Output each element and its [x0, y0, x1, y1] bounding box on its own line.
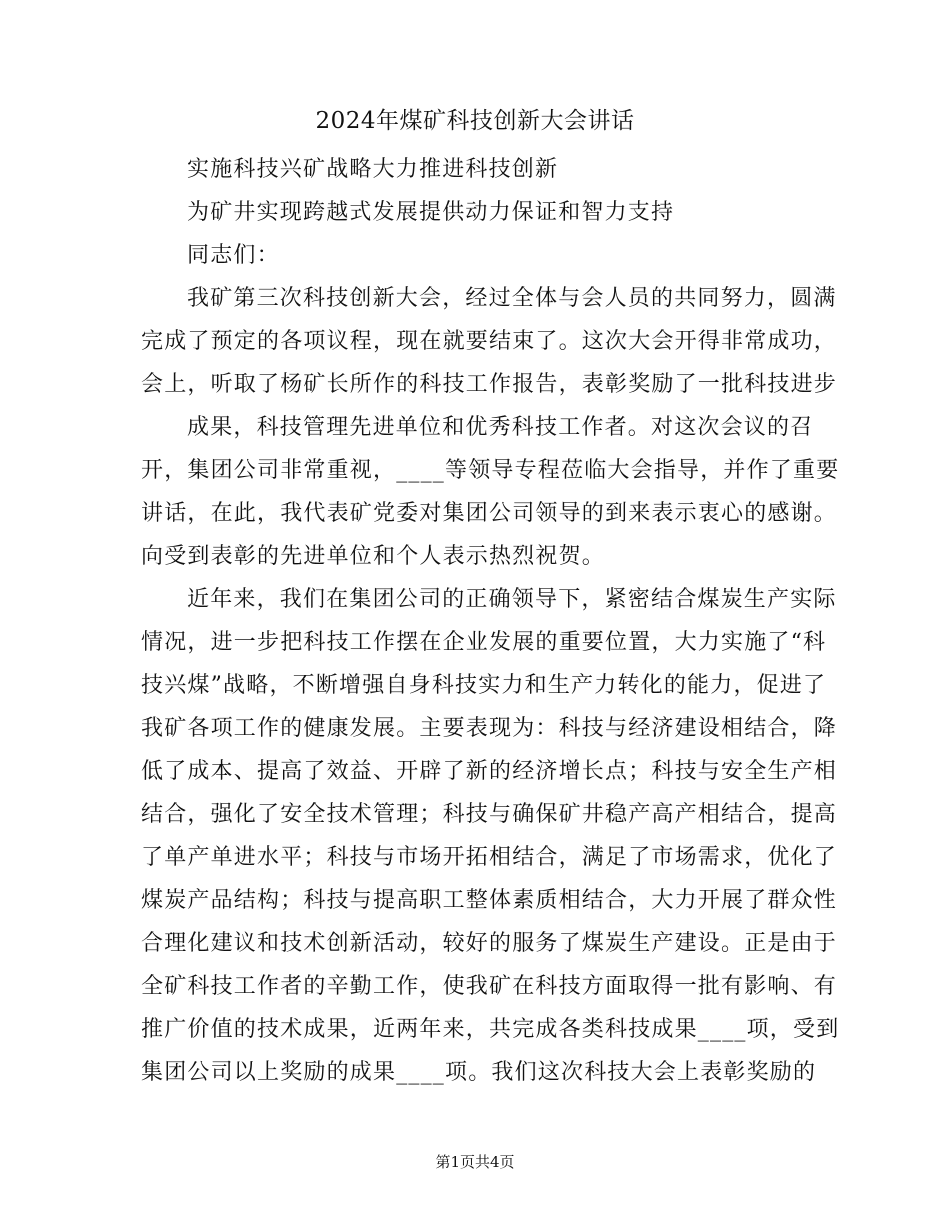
text-line: 开，集团公司非常重视，____等领导专程莅临大会指导，并作了重要 [141, 458, 840, 483]
text-line: 实施科技兴矿战略大力推进科技创新 [187, 157, 559, 182]
text-line: 技兴煤”战略，不断增强自身科技实力和生产力转化的能力，促进了 [141, 673, 827, 698]
text-line: 为矿井实现跨越式发展提供动力保证和智力支持 [187, 200, 675, 225]
text-line: 我矿第三次科技创新大会，经过全体与会人员的共同努力，圆满 [187, 286, 837, 311]
document-title: 2024年煤矿科技创新大会讲话 [315, 108, 635, 134]
text-line: 情况，进一步把科技工作摆在企业发展的重要位置，大力实施了“科 [141, 630, 827, 655]
text-line: 结合，强化了安全技术管理；科技与确保矿井稳产高产相结合，提高 [141, 802, 838, 827]
text-line: 成果，科技管理先进单位和优秀科技工作者。对这次会议的召 [187, 415, 814, 440]
text-line: 会上，听取了杨矿长所作的科技工作报告，表彰奖励了一批科技进步 [141, 372, 838, 397]
text-line: 煤炭产品结构；科技与提高职工整体素质相结合，大力开展了群众性 [141, 888, 838, 913]
document-body [141, 148, 840, 1094]
text-line: 向受到表彰的先进单位和个人表示热烈祝贺。 [141, 544, 606, 569]
text-line: 完成了预定的各项议程，现在就要结束了。这次大会开得非常成功， [141, 329, 838, 354]
text-line: 我矿各项工作的健康发展。主要表现为：科技与经济建设相结合，降 [141, 716, 838, 741]
text-line: 全矿科技工作者的辛勤工作，使我矿在科技方面取得一批有影响、有 [141, 974, 838, 999]
text-line: 同志们： [187, 243, 280, 268]
text-line: 合理化建议和技术创新活动，较好的服务了煤炭生产建设。正是由于 [141, 931, 838, 956]
text-line: 低了成本、提高了效益、开辟了新的经济增长点；科技与安全生产相 [141, 759, 838, 784]
text-line: 推广价值的技术成果，近两年来，共完成各类科技成果____项，受到 [141, 1017, 840, 1042]
text-line: 了单产单进水平；科技与市场开拓相结合，满足了市场需求，优化了 [141, 845, 838, 870]
text-line: 讲话，在此，我代表矿党委对集团公司领导的到来表示衷心的感谢。 [141, 501, 838, 526]
text-line: 集团公司以上奖励的成果____项。我们这次科技大会上表彰奖励的 [141, 1060, 817, 1085]
page-footer: 第1页共4页 [435, 1153, 515, 1171]
text-line: 近年来，我们在集团公司的正确领导下，紧密结合煤炭生产实际 [187, 587, 837, 612]
